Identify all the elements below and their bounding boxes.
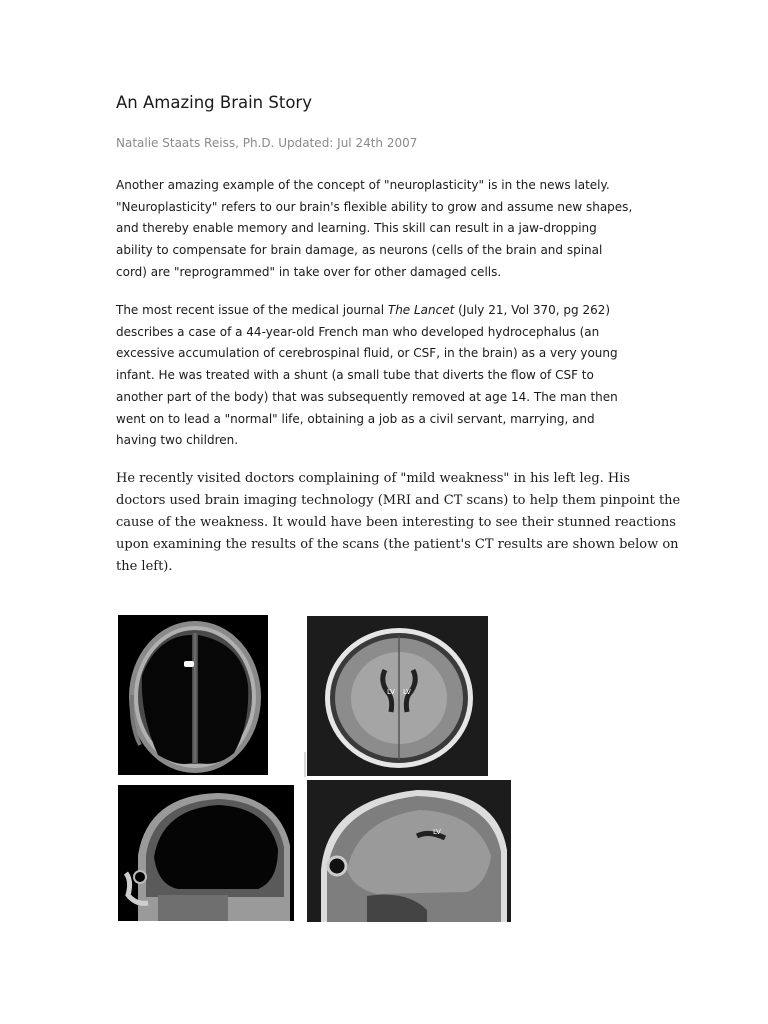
journal-name: The Lancet bbox=[387, 303, 455, 317]
lv-label-right: LV bbox=[403, 688, 411, 696]
text-line: ability to compensate for brain damage, as neurons (cells of the brain and spinal bbox=[116, 243, 603, 258]
ct-axial-image bbox=[118, 615, 268, 775]
paragraph-3 bbox=[116, 468, 681, 578]
text-line: describes a case of a 44-year-old French man who developed hydrocephalus (an bbox=[116, 324, 600, 339]
ct-sagittal-image bbox=[118, 785, 294, 921]
text-line: cord) are "reprogrammed" in take over for other damaged cells. bbox=[116, 264, 502, 279]
divider bbox=[304, 752, 306, 777]
text-line: cause of the weakness. It would have been interesting to see their stunned reactions bbox=[116, 515, 676, 530]
brain-scan-figure bbox=[118, 612, 514, 924]
text-line: He recently visited doctors complaining of "mild weakness" in his left leg. His bbox=[116, 471, 631, 486]
article-title: An Amazing Brain Story bbox=[116, 93, 312, 112]
paragraph-2 bbox=[116, 300, 656, 452]
mri-axial-image bbox=[307, 616, 488, 776]
ct-scan-sagittal bbox=[118, 785, 294, 921]
mri-scan-sagittal bbox=[307, 780, 511, 922]
text-line: another part of the body) that was subsequently removed at age 14. The man then bbox=[116, 389, 618, 404]
text-line bbox=[116, 300, 656, 322]
text-line: upon examining the results of the scans (the patient's CT results are shown below on bbox=[116, 537, 679, 552]
text-line: "Neuroplasticity" refers to our brain's flexible ability to grow and assume new shapes, bbox=[116, 199, 633, 214]
mri-scan-axial bbox=[307, 616, 488, 776]
text-line: Another amazing example of the concept of "neuroplasticity" is in the news lately. bbox=[116, 178, 610, 192]
text-line: having two children. bbox=[116, 433, 239, 448]
text-line: and thereby enable memory and learning. This skill can result in a jaw-dropping bbox=[116, 221, 597, 236]
text-line: the left). bbox=[116, 559, 173, 574]
text-fragment: The most recent issue of the medical journal bbox=[116, 303, 388, 317]
text-fragment: (July 21, Vol 370, pg 262) bbox=[454, 303, 611, 317]
text-line: excessive accumulation of cerebrospinal fluid, or CSF, in the brain) as a very young bbox=[116, 346, 618, 361]
text-line: went on to lead a "normal" life, obtaining a job as a civil servant, marrying, and bbox=[116, 411, 595, 426]
text-line: doctors used brain imaging technology (MRI and CT scans) to help them pinpoint the bbox=[116, 493, 681, 508]
mri-sagittal-image bbox=[307, 780, 511, 922]
paragraph-1 bbox=[116, 175, 656, 284]
text-line: infant. He was treated with a shunt (a small tube that diverts the flow of CSF to bbox=[116, 368, 594, 383]
article-byline: Natalie Staats Reiss, Ph.D. Updated: Jul 24th 2007 bbox=[116, 136, 418, 150]
lv-label: LV bbox=[433, 828, 441, 836]
lv-label-left: LV bbox=[387, 688, 395, 696]
ct-scan-axial bbox=[118, 615, 268, 775]
